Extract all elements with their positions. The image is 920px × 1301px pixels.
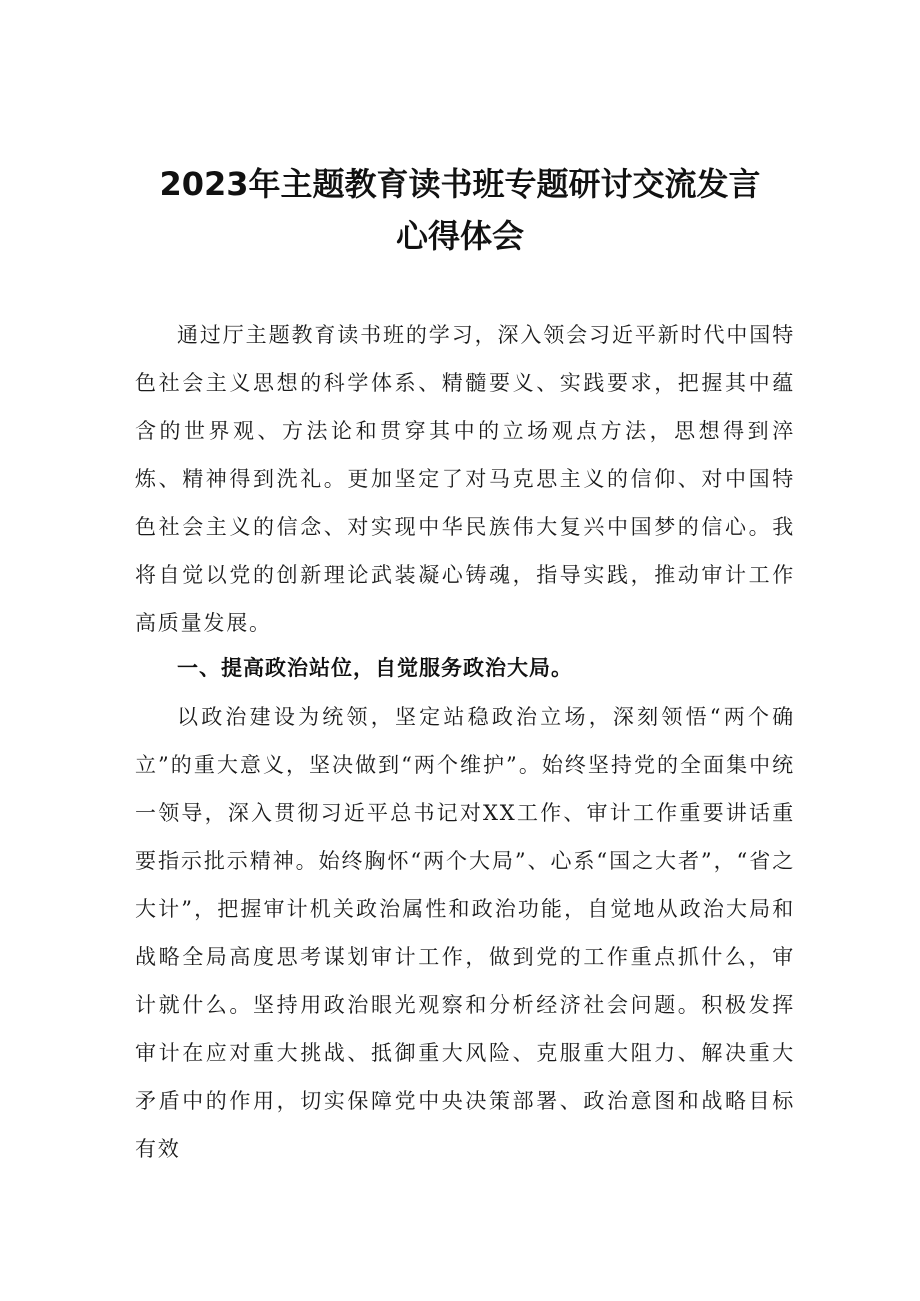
section-heading-1: 一、提高政治站位，自觉服务政治大局。: [177, 656, 573, 680]
paragraph-section-1: 以政治建设为统领，坚定站稳政治立场，深刻领悟“两个确立”的重大意义，坚决做到“两个维护”。始终坚持党的全面集中统一领导，深入贯彻习近平总书记对XX工作、审计工作重要讲话重要指示批示精神。始终胸怀“两个大局”、心系“国之大者”，“省之大计”，把握审计机关政治属性和政治功能，自觉地从政治大局和战略全局高度思考谋划审计工作，做到党的工作重点抓什么，审计就什么。坚持用政治眼光观察和分析经济社会问题。积极发挥审计在应对重大挑战、抵御重大风险、克服重大阻力、解决重大矛盾中的作用，切实保障党中央决策部署、政治意图和战略目标有效: [135, 705, 795, 1161]
paragraph-intro: 通过厅主题教育读书班的学习，深入领会习近平新时代中国特色社会主义思想的科学体系、精髓要义、实践要求，把握其中蕴含的世界观、方法论和贯穿其中的立场观点方法，思想得到淬炼、精神得到洗礼。更加坚定了对马克思主义的信仰、对中国特色社会主义的信念、对实现中华民族伟大复兴中国梦的信心。我将自觉以党的创新理论武装凝心铸魂，指导实践，推动审计工作高质量发展。: [135, 323, 795, 635]
document-title-line-2: 心得体会: [395, 217, 524, 255]
document-title-line-1: 2023年主题教育读书班专题研讨交流发言: [159, 165, 761, 203]
